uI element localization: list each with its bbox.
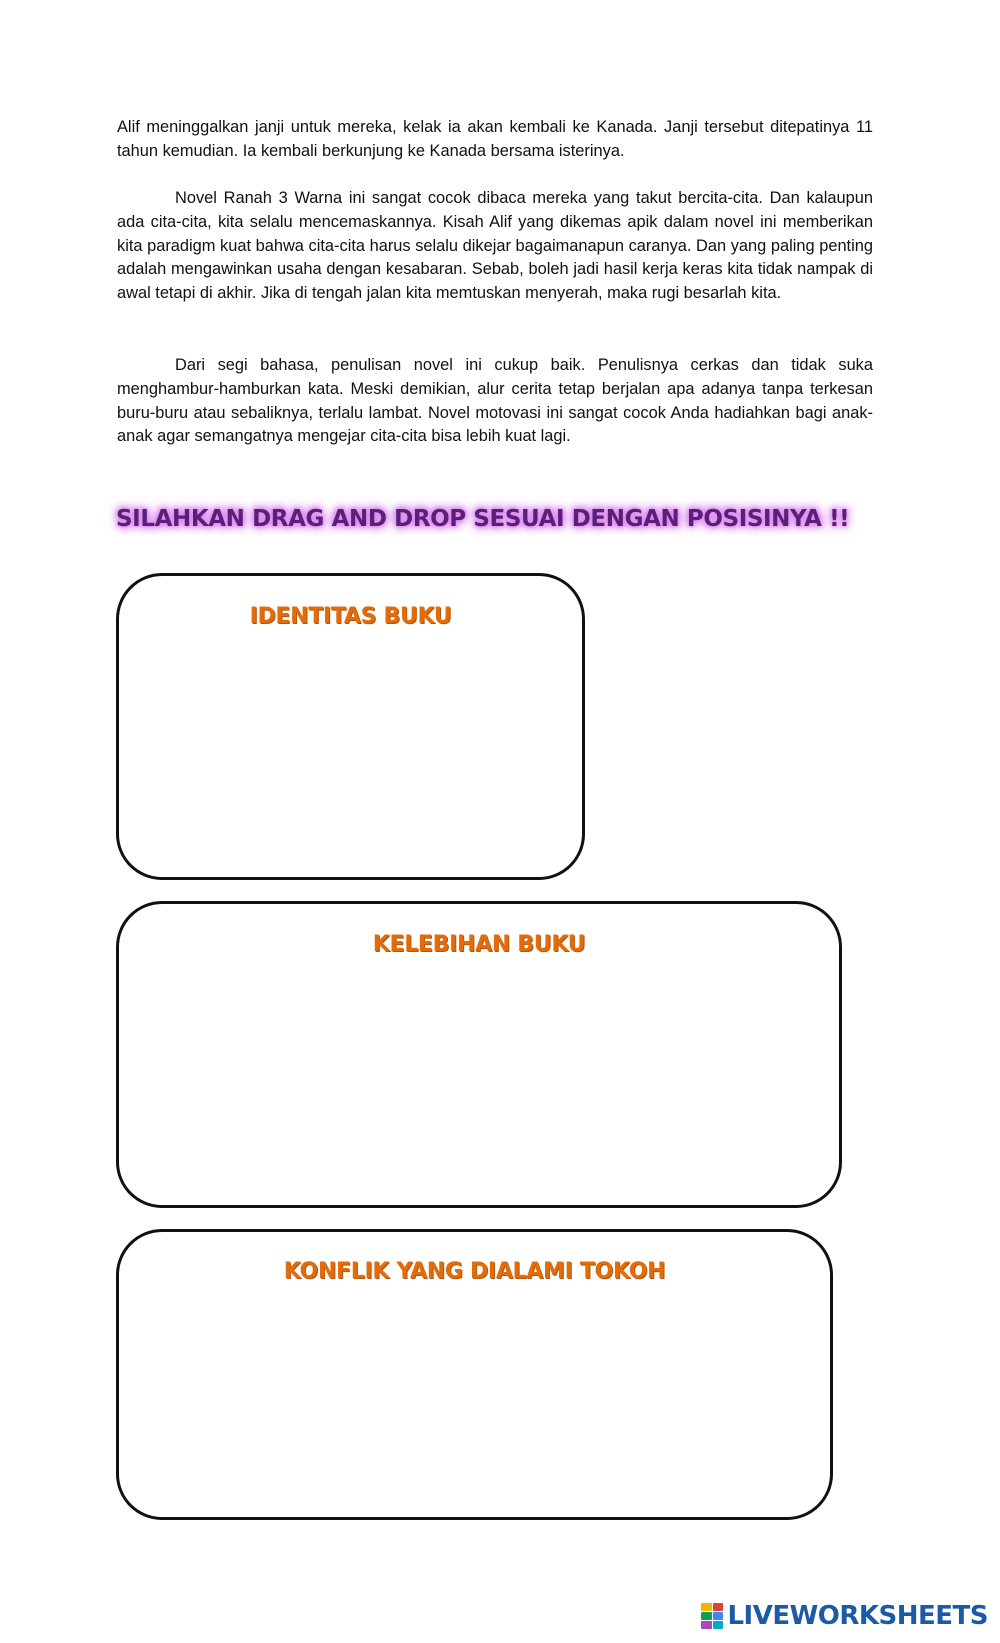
logo-tile — [701, 1603, 712, 1611]
brand-name: LIVEWORKSHEETS — [727, 1601, 988, 1631]
logo-tile — [701, 1612, 712, 1620]
logo-tile — [701, 1621, 712, 1629]
drop-zone-title: KONFLIK YANG DIALAMI TOKOH — [283, 1259, 666, 1284]
article-paragraph-3: Dari segi bahasa, penulisan novel ini cukup baik. Penulisnya cerkas dan tidak suka menghambur-hamburkan kata. Meski demikian, alur cerita tetap berjalan apa adanya tanpa terkesan buru-buru atau sebaliknya, terlalu lambat. Novel motovasi ini sangat cocok Anda hadiahkan bagi anak-anak agar semangatnya mengejar cita-cita bisa lebih kuat lagi. — [117, 356, 873, 446]
drop-zone-konflik-tokoh[interactable] — [116, 1229, 833, 1520]
instruction-heading: SILAHKAN DRAG AND DROP SESUAI DENGAN POSISINYA !! — [116, 506, 850, 532]
drop-zone-kelebihan-buku[interactable] — [116, 901, 842, 1208]
logo-tile — [713, 1603, 724, 1611]
logo-tile — [713, 1621, 724, 1629]
article-paragraph-1: Alif meninggalkan janji untuk mereka, kelak ia akan kembali ke Kanada. Janji tersebut ditepatinya 11 tahun kemudian. Ia kembali berkunjung ke Kanada bersama isterinya. — [117, 118, 873, 160]
liveworksheets-logo-icon — [701, 1603, 723, 1629]
drop-zone-identitas-buku[interactable] — [116, 573, 585, 880]
article-paragraph-2: Novel Ranah 3 Warna ini sangat cocok dibaca mereka yang takut bercita-cita. Dan kalaupun ada cita-cita, kita selalu mencemaskannya. Kisah Alif yang dikemas apik dalam novel ini memberikan kita paradigm kuat bahwa cita-cita harus selalu dikejar bagaimanapun caranya. Dan yang paling penting adalah mengawinkan usaha dengan kesabaran. Sebab, boleh jadi hasil kerja keras kita tidak nampak di awal tetapi di akhir. Jika di tengah jalan kita memtuskan menyerah, maka rugi besarlah kita. — [117, 189, 873, 303]
drop-zone-title: IDENTITAS BUKU — [249, 604, 452, 629]
liveworksheets-brand[interactable] — [701, 1601, 988, 1631]
drop-zone-title: KELEBIHAN BUKU — [372, 932, 586, 957]
logo-tile — [713, 1612, 724, 1620]
